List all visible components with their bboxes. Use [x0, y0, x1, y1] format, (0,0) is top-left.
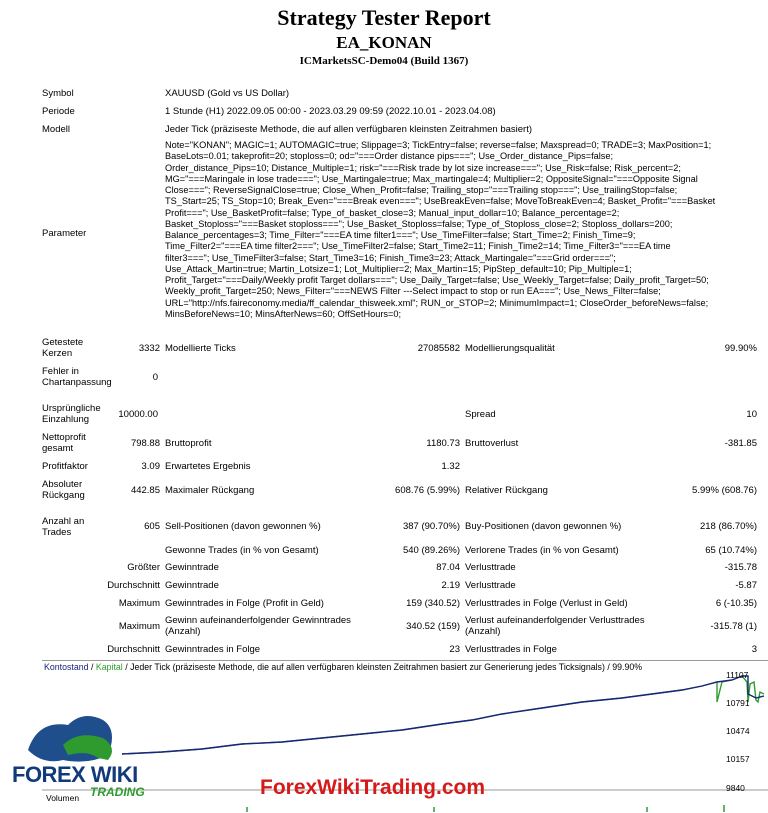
- largest-win-label: Gewinntrade: [165, 562, 219, 573]
- symbol-label: Symbol: [42, 88, 74, 99]
- largest-loss-value: -315.78: [724, 562, 757, 573]
- gross-loss-value: -381.85: [724, 438, 757, 449]
- avg-consecutive-losses-label: Verlusttrades in Folge: [465, 644, 557, 655]
- lost-trades-label: Verlorene Trades (in % von Gesamt): [465, 545, 619, 556]
- max-consecutive-losses-label: Verlusttrades in Folge (Verlust in Geld): [465, 598, 628, 609]
- server-name: ICMarketsSC-Demo04 (Build 1367): [299, 55, 469, 67]
- profit-factor-value: 3.09: [141, 461, 160, 472]
- watermark: ForexWikiTrading.com: [260, 776, 486, 799]
- avg-loss-value: -5.87: [735, 580, 757, 591]
- deposit-label: Ursprüngliche Einzahlung: [42, 403, 101, 425]
- largest-loss-label: Verlusttrade: [465, 562, 516, 573]
- logo-text: FOREX WIKI: [12, 762, 138, 787]
- max-consecutive-wins-label: Gewinntrades in Folge (Profit in Geld): [165, 598, 324, 609]
- y-tick: 9840: [726, 783, 745, 793]
- avg-loss-label: Verlusttrade: [465, 580, 516, 591]
- max-consecutive-loss-label: Verlust aufeinanderfolgender Verlusttrades (Anzahl): [465, 615, 645, 637]
- relative-drawdown-value: 5.99% (608.76): [692, 485, 757, 496]
- quality-value: 99.90%: [724, 343, 757, 354]
- period-label: Periode: [42, 106, 75, 117]
- y-tick: 11107: [726, 670, 749, 680]
- avg-consecutive-losses-value: 3: [751, 644, 757, 655]
- avg-consecutive-wins-label: Gewinntrades in Folge: [165, 644, 261, 655]
- long-positions-value: 218 (86.70%): [699, 521, 757, 532]
- absolute-drawdown-label: Absoluter Rückgang: [42, 479, 85, 501]
- report-title: Strategy Tester Report: [277, 5, 491, 30]
- avg-win-label: Gewinntrade: [165, 580, 219, 591]
- mismatch-value: 0: [152, 372, 158, 383]
- deposit-value: 10000.00: [118, 409, 158, 420]
- volume-label: Volumen: [46, 793, 80, 803]
- ea-name: EA_KONAN: [336, 33, 432, 52]
- net-profit-label: Nettoprofit gesamt: [42, 432, 86, 454]
- largest-label: Größter: [127, 562, 160, 573]
- won-trades-value: 540 (89.26%): [402, 545, 460, 556]
- average-label: Durchschnitt: [107, 580, 160, 591]
- expected-payoff-value: 1.32: [441, 461, 460, 472]
- absolute-drawdown-value: 442.85: [130, 485, 160, 496]
- won-trades-label: Gewonne Trades (in % von Gesamt): [165, 545, 319, 556]
- legend-description: / Jeder Tick (präziseste Methode, die auf allen verfügbaren kleinsten Zeitrahmen basiert zur Generierung jedes Ticksignals) / 99.90%: [122, 662, 643, 672]
- max-consecutive-profit-label: Gewinn aufeinanderfolgender Gewinntrades (Anzahl): [165, 615, 351, 637]
- ticks-value: 27085582: [417, 343, 460, 354]
- legend-equity: Kapital: [95, 662, 123, 672]
- short-positions-value: 387 (90.70%): [402, 521, 460, 532]
- equity-line: [122, 676, 764, 754]
- lost-trades-value: 65 (10.74%): [705, 545, 757, 556]
- total-trades-value: 605: [144, 521, 160, 532]
- period-value: 1 Stunde (H1) 2022.09.05 00:00 - 2023.03.29 09:59 (2022.10.01 - 2023.04.08): [165, 106, 496, 117]
- y-tick: 10474: [726, 726, 750, 736]
- y-tick: 10157: [726, 754, 750, 764]
- relative-drawdown-label: Relativer Rückgang: [465, 485, 548, 496]
- gross-loss-label: Bruttoverlust: [465, 438, 519, 449]
- gross-profit-value: 1180.73: [426, 438, 460, 449]
- parameter-value: Note="KONAN"; MAGIC=1; AUTOMAGIC=true; Slippage=3; TickEntry=false; reverse=false; Maxspread=0; TRADE=3; MaxPosition=1; BaseLots=0.01; takeprofit=20; stoploss=0; od="===Order distance pips==="; Use_Order_distance_Pips=false; Order_distance_Pips=10; Distance_Multiple=1; risk="===Risk trade by lot size increase==="; Use_Risk=false; Risk_percent=2; MG="===Maringale in lose trade==="; Use_Martingale=true; Max_martingale=4; Multiplier=2; OppositeSignal="===Opposite Signal Close==="; ReverseSignalClose=true; Close_When_Profit=false; Trailing_stop="===Trailing stop==="; Use_trailingStop=false; TS_Start=25; TS_Stop=10; Break_Even="===Break even==="; UseBreakEven=false; MoveToBreakEven=4; Basket_Profit="===Basket Profit==="; Use_BasketProfit=false; Type_of_basket_close=3; Manual_input_dollar=10; Balance_percentage=2; Basket_Stoploss="===Basket stoploss==="; Use_Basket_Stoploss=false; Type_of_Stoploss_close=2; Stoploss_dollars=200; Balance_percentages=3; Time_Filter="===EA time filter1==="; Use_TimeFilter=false; Start_Time=2; Finish_Time=9; Time_Filter2="===EA time filter2==="; Use_TimeFilter2=false; Start_Time2=11; Finish_Time2=14; Time_Filter3="===EA time filter3==="; Use_TimeFilter3=false; Start_Time3=16; Finish_Time3=23; Attack_Martingale="===Grid order==="; Use_Attack_Martin=true; Martin_Lotsize=1; Lot_Multiplier=2; Max_Martin=15; PipStep_default=10; Pip_Multiple=1; Profit_Target="===Daily/Weekly profit Target dollars==="; Use_Daily_Target=false; Use_Weekly_Target=false; Daily_profit_Target=50; Weekly_profit_Target=250; News_Filter="===NEWS Filter ---Select impact to stop or run EA==="; Use_News_Filter=false; URL="http://nfs.faireconomy.media/ff_calendar_thisweek.xml"; RUN_or_STOP=2; MinimumImpact=1; CloseOrder_beforeNews=false; MinsBeforeNews=10; MinsAfterNews=60; OffSetHours=0;: [165, 140, 716, 319]
- quality-label: Modellierungsqualität: [465, 343, 555, 354]
- max-drawdown-label: Maximaler Rückgang: [165, 485, 255, 496]
- bars-label: Getestete Kerzen: [42, 337, 84, 359]
- expected-payoff-label: Erwartetes Ergebnis: [165, 461, 251, 472]
- y-tick: 10791: [726, 698, 750, 708]
- maximum-label: Maximum: [118, 598, 160, 609]
- max-consecutive-loss-value: -315.78 (1): [710, 621, 757, 632]
- avg-win-value: 2.19: [441, 580, 460, 591]
- gross-profit-label: Bruttoprofit: [165, 438, 212, 449]
- short-positions-label: Sell-Positionen (davon gewonnen %): [165, 521, 321, 532]
- total-trades-label: Anzahl an Trades: [42, 516, 85, 538]
- legend-separator: /: [88, 662, 96, 672]
- spread-label: Spread: [465, 409, 496, 420]
- legend-balance: Kontostand: [44, 662, 89, 672]
- maximum2-label: Maximum: [118, 621, 160, 632]
- max-consecutive-wins-value: 159 (340.52): [406, 598, 460, 609]
- long-positions-label: Buy-Positionen (davon gewonnen %): [465, 521, 622, 532]
- bars-value: 3332: [138, 343, 160, 354]
- model-value: Jeder Tick (präziseste Methode, die auf allen verfügbaren kleinsten Zeitrahmen basiert): [165, 124, 532, 135]
- symbol-value: XAUUSD (Gold vs US Dollar): [165, 88, 290, 99]
- logo-subtext: TRADING: [90, 785, 145, 799]
- model-label: Modell: [42, 124, 70, 135]
- ticks-label: Modellierte Ticks: [165, 343, 236, 354]
- chart-legend: [44, 662, 642, 672]
- avg-consecutive-wins-value: 23: [449, 644, 460, 655]
- max-consecutive-losses-value: 6 (-10.35): [715, 598, 757, 609]
- largest-win-value: 87.04: [436, 562, 460, 573]
- average2-label: Durchschnitt: [107, 644, 160, 655]
- profit-factor-label: Profitfaktor: [42, 461, 88, 472]
- spread-value: 10: [746, 409, 757, 420]
- net-profit-value: 798.88: [130, 438, 160, 449]
- max-consecutive-profit-value: 340.52 (159): [406, 621, 460, 632]
- balance-line: [122, 676, 764, 754]
- max-drawdown-value: 608.76 (5.99%): [395, 485, 460, 496]
- parameter-label: Parameter: [42, 228, 87, 239]
- mismatch-label: Fehler in Chartanpassung: [42, 366, 112, 388]
